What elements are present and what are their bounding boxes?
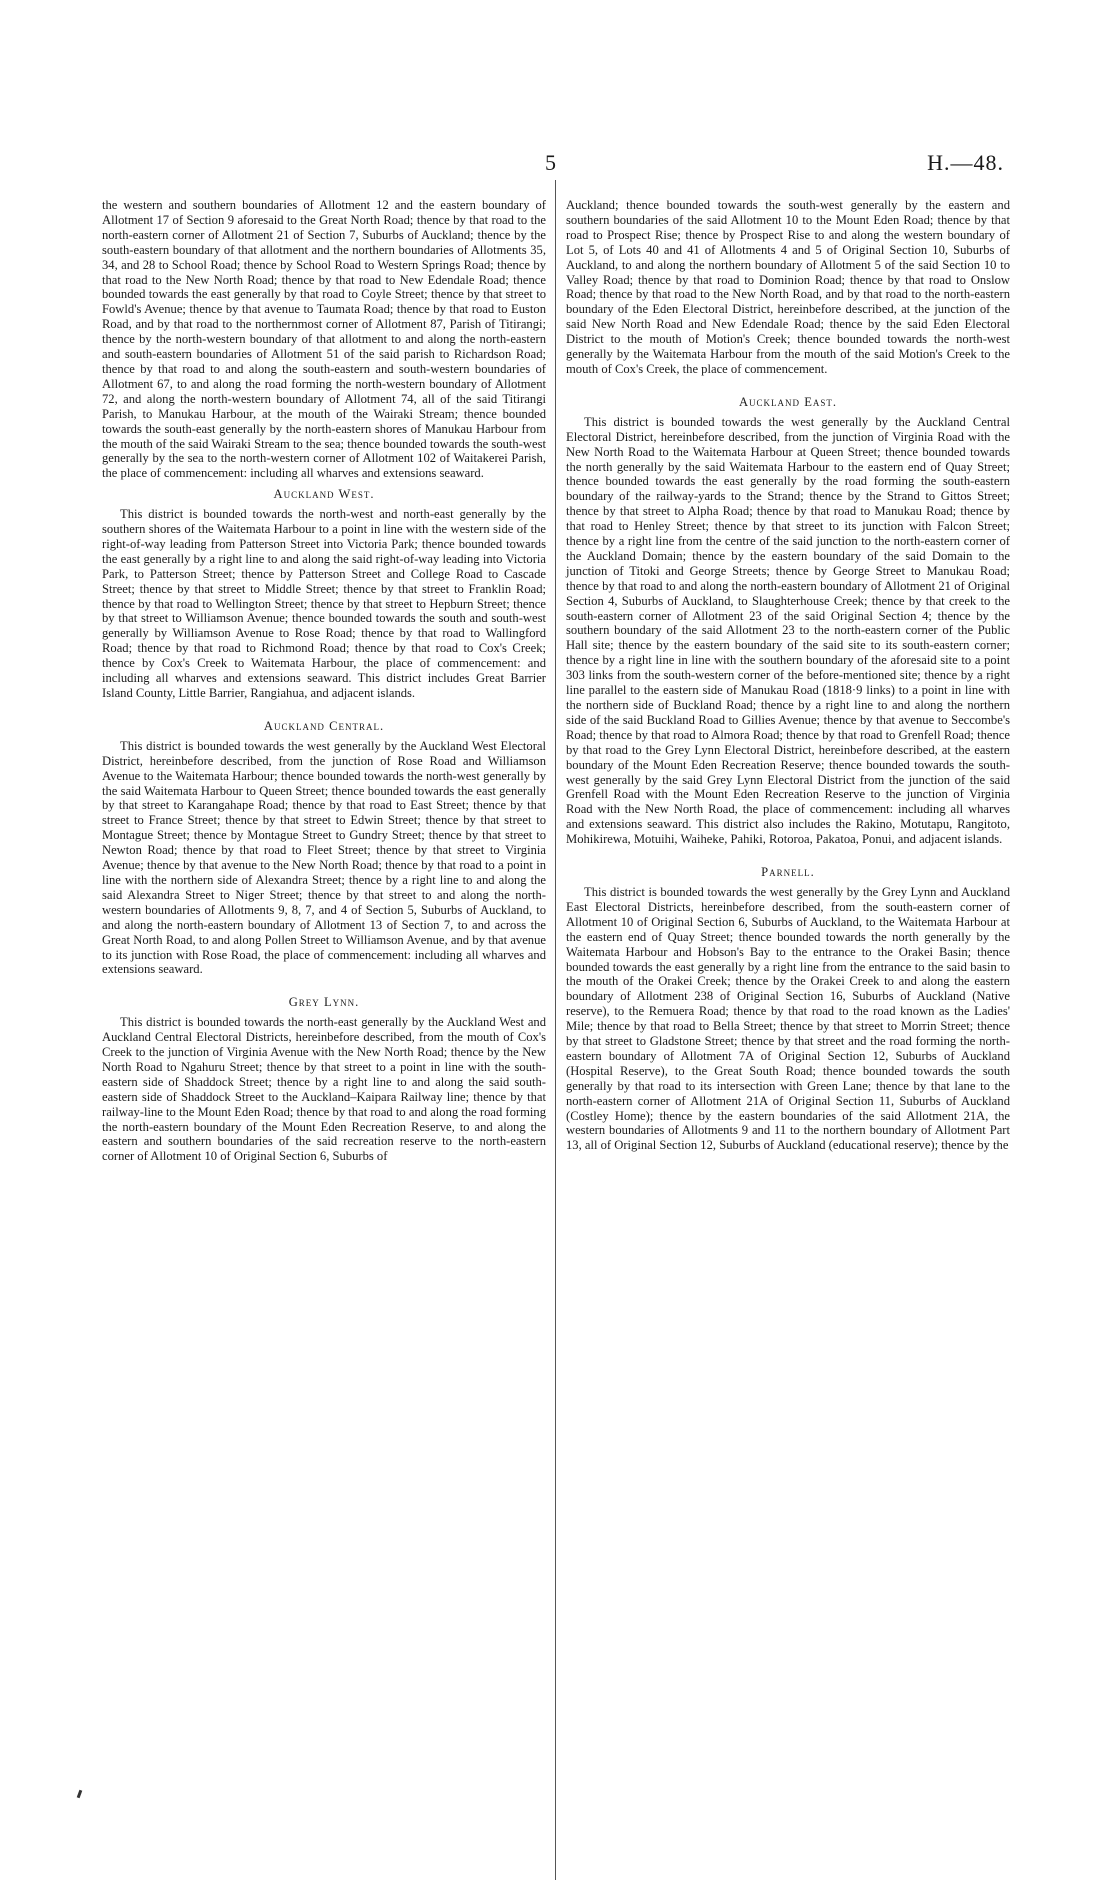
section-heading-parnell: Parnell. (761, 865, 815, 880)
section-text-grey-lynn: This district is bounded towards the north-east generally by the Auckland West and Auckland Central Electoral Districts, hereinbefore described, from the mouth of Cox's Creek to the junction of Virginia Avenue with the New North Road; thence by the New North Road to Ngahuru Street; thence by that street to a point in line with the south-eastern side of Shaddock Street; thence by a right line to and along the said south-eastern side of Shaddock Street to the Auckland–Kaipara Railway line; thence by that railway-line to the Mount Eden Road; thence by that road to and along the road forming the north-eastern boundary of the Mount Eden Recreation Reserve, to and along the eastern and southern boundaries of the said recreation reserve to the north-eastern corner of Allotment 10 of Original Section 6, Suburbs of (102, 1015, 546, 1164)
section-heading-grey-lynn: Grey Lynn. (288, 995, 360, 1010)
section-heading-auckland-east: Auckland East. (738, 394, 838, 409)
page-number: 5 (545, 150, 556, 175)
continued-paragraph: the western and southern boundaries of Allotment 12 and the eastern boundary of Allotment 17 of Section 9 aforesaid to the Great North Road; thence by that road to the north-eastern corner of Allotment 21 of Section 7, Suburbs of Auckland; thence by the south-eastern boundary of that allotment and the northern boundaries of Allotments 35, 34, and 28 to School Road; thence by School Road to Western Springs Road; thence by that road to the New North Road; thence by that road to New Edendale Road; thence bounded towards the east generally by that road to Coyle Street; thence by that street to Fowld's Avenue; thence by that avenue to Taumata Road; thence by that road to Euston Road, and by that road to the northernmost corner of Allotment 87, Parish of Titirangi; thence by the north-western boundary of that allotment to and along the north-eastern and south-eastern boundaries of Allotment 51 of the said parish to Richardson Road; thence by that road to and along the south-eastern and south-western boundaries of Allotment 67, to and along the road forming the north-western boundary of Allotment 72, and along the north-western boundary of Allotment 74, all of the said Titirangi Parish, to Manukau Harbour, at the mouth of the Wairaki Stream; thence bounded towards the south-east generally by the north-eastern shores of Manukau Harbour from the mouth of the said Wairaki Stream to the sea; thence bounded towards the south-west generally by the sea to the north-western corner of Allotment 102 of Waitakerei Parish, the place of commencement: including all wharves and extensions seaward. (102, 198, 546, 481)
section-text-auckland-central: This district is bounded towards the west generally by the Auckland West Electoral District, hereinbefore described, from the junction of Rose Road and Williamson Avenue to the Waitemata Harbour; thence bounded towards the north-west generally by the said Waitemata Harbour to Queen Street; thence bounded towards the east generally by that street to Karangahape Road; thence by that road to East Street; thence by that street to France Street; thence by that street to Edwin Street; thence by that street to Montague Street; thence by Montague Street to Gundry Street; thence by that street to Newton Road; thence by that road to Fleet Street; thence by that street to Virginia Avenue; thence by that avenue to the New North Road; thence by that road to a point in line with the northern side of Alexandra Street; thence by a right line to and along the said Alexandra Street to Niger Street; thence by that street to and along the north-western boundaries of Allotments 9, 8, 7, and 4 of Section 5, Suburbs of Auckland, to and along the north-eastern boundary of Allotment 13 of Section 7, to and across the Great North Road, to and along Pollen Street to Williamson Avenue, and by that avenue to its junction with Rose Road, the place of commencement: including all wharves and extensions seaward. (102, 738, 546, 977)
section-heading-auckland-central: Auckland Central. (263, 718, 385, 733)
ink-mark (77, 1790, 83, 1799)
section-text-auckland-east: This district is bounded towards the west generally by the Auckland Central Electoral District, hereinbefore described, from the junction of Virginia Road with the New North Road to the Waitemata Harbour at Queen Street; thence bounded towards the north generally by the said Waitemata Harbour to the eastern end of Quay Street; thence bounded towards the east generally by the road forming the south-eastern boundary of the railway-yards to the Strand; thence by the Strand to Gittos Street; thence by that street to Alpha Road; thence by that road to Manukau Road; thence by that road to Henley Street; thence by that street to its junction with Falcon Street; thence by a right line from the centre of the said junction to the north-eastern corner of the Auckland Domain; thence by the eastern boundary of the said Domain to the junction of Titoki and George Streets; thence by George Street to Manukau Road; thence by that road to and along the north-eastern boundary of Allotment 21 of Original Section 4, Suburbs of Auckland, to Slaughterhouse Creek; thence by that creek to the south-eastern corner of Allotment 23 of the said Original Section 4; thence by the southern boundary of the said Allotment 23 to the north-eastern corner of the Public Hall site; thence by the eastern boundary of the said site to its south-eastern corner; thence by a right line in line with the southern boundary of the aforesaid site to a point 303 links from the south-western corner of the before-mentioned site; thence by a right line parallel to the eastern side of Manukau Road (1818·9 links) to a point in line with the northern side of Buckland Road; thence by a right line to and along the northern side of the said Buckland Road to Gillies Avenue; thence by that avenue to Seccombe's Road; thence by that road to Almora Road; thence by that road to Grenfell Road; thence by that road to the Grey Lynn Electoral District, hereinbefore described, at the eastern boundary of the Mount Eden Recreation Reserve; thence bounded towards the south-west generally by the said Grey Lynn Electoral District from the junction of the said Grenfell Road with the Mount Eden Recreation Reserve to the junction of Virginia Road with the New North Road, the place of commencement: including all wharves and extensions seaward. This district also includes the Rakino, Motutapu, Rangitoto, Mohikirewa, Motuihi, Waiheke, Pahiki, Rotoroa, Pakatoa, Ponui, and adjacent islands. (566, 414, 1010, 847)
continued-paragraph: Auckland; thence bounded towards the south-west generally by the eastern and southern boundaries of the said Allotment 10 to the Mount Eden Road; thence by that road to Prospect Rise; thence by Prospect Rise to and along the western boundary of Lot 5, of Lots 40 and 41 of Allotments 4 and 5 of Original Section 10, Suburbs of Auckland, to and along the northern boundary of Allotment 5 of the said Section 10 to Valley Road; thence by that road to Dominion Road; thence by that road to Onslow Road; thence by that road to the New North Road, and by that road to the north-eastern boundary of the Eden Electoral District, hereinbefore described, at the junction of the said New North Road and New Edendale Road; thence by the said Eden Electoral District to the mouth of Motion's Creek; thence bounded towards the north-west generally by the Waitemata Harbour from the mouth of the said Motion's Creek to the mouth of Cox's Creek, the place of commencement. (566, 198, 1010, 376)
left-column (102, 198, 546, 1164)
section-heading-auckland-west: Auckland West. (273, 487, 375, 502)
right-column (566, 198, 1010, 1153)
section-text-auckland-west: This district is bounded towards the north-west and north-east generally by the southern shores of the Waitemata Harbour to a point in line with the western side of the right-of-way leading from Patterson Street into Victoria Park; thence bounded towards the east generally by a right line to and along the said right-of-way leading into Victoria Park, to Patterson Street; thence by Patterson Street and College Road to Cascade Street; thence by that street to Middle Street; thence by that street to Franklin Road; thence by that road to Wellington Street; thence by that street to Hepburn Street; thence by that street to Williamson Avenue; thence bounded towards the south and south-west generally by Williamson Avenue to Rose Road; thence by that road to Wallingford Road; thence by that road to Richmond Road; thence by that road to Cox's Creek; thence by Cox's Creek to Waitemata Harbour, the place of commencement: and including all wharves and extensions seaward. This district includes Great Barrier Island County, Little Barrier, Rangiahua, and adjacent islands. (102, 507, 546, 700)
page-header (0, 150, 1114, 184)
column-divider (555, 180, 556, 1880)
section-text-parnell: This district is bounded towards the west generally by the Grey Lynn and Auckland East Electoral Districts, hereinbefore described, from the south-eastern corner of Allotment 10 of Original Section 6, Suburbs of Auckland, to the Waitemata Harbour at the eastern end of Quay Street; thence bounded towards the north generally by the Waitemata Harbour and Hobson's Bay to the entrance to the Orakei Basin; thence bounded towards the east generally by a right line from the entrance to the said basin to the mouth of the Orakei Creek; thence by the Orakei Creek to and along the eastern boundary of Allotment 238 of Original Section 16, Suburbs of Auckland (Native reserve), to the Remuera Road; thence by that road to the road known as the Ladies' Mile; thence by that road to Bella Street; thence by that street to Morrin Street; thence by that street to Gladstone Street; thence by that street and the road forming the north-eastern boundary of Allotment 7A of Original Section 12, Suburbs of Auckland (Hospital Reserve), to the Great South Road; thence bounded towards the south generally by that road to its intersection with Green Lane; thence by that lane to the north-eastern corner of Allotment 21A of Original Section 11, Suburbs of Auckland (Costley Home); thence by the eastern boundaries of the said Allotment 21A, the western boundaries of Allotments 9 and 11 to the northern boundary of Allotment Part 13, all of Original Section 12, Suburbs of Auckland (educational reserve); thence by the (566, 884, 1010, 1153)
document-reference: H.—48. (927, 150, 1004, 175)
